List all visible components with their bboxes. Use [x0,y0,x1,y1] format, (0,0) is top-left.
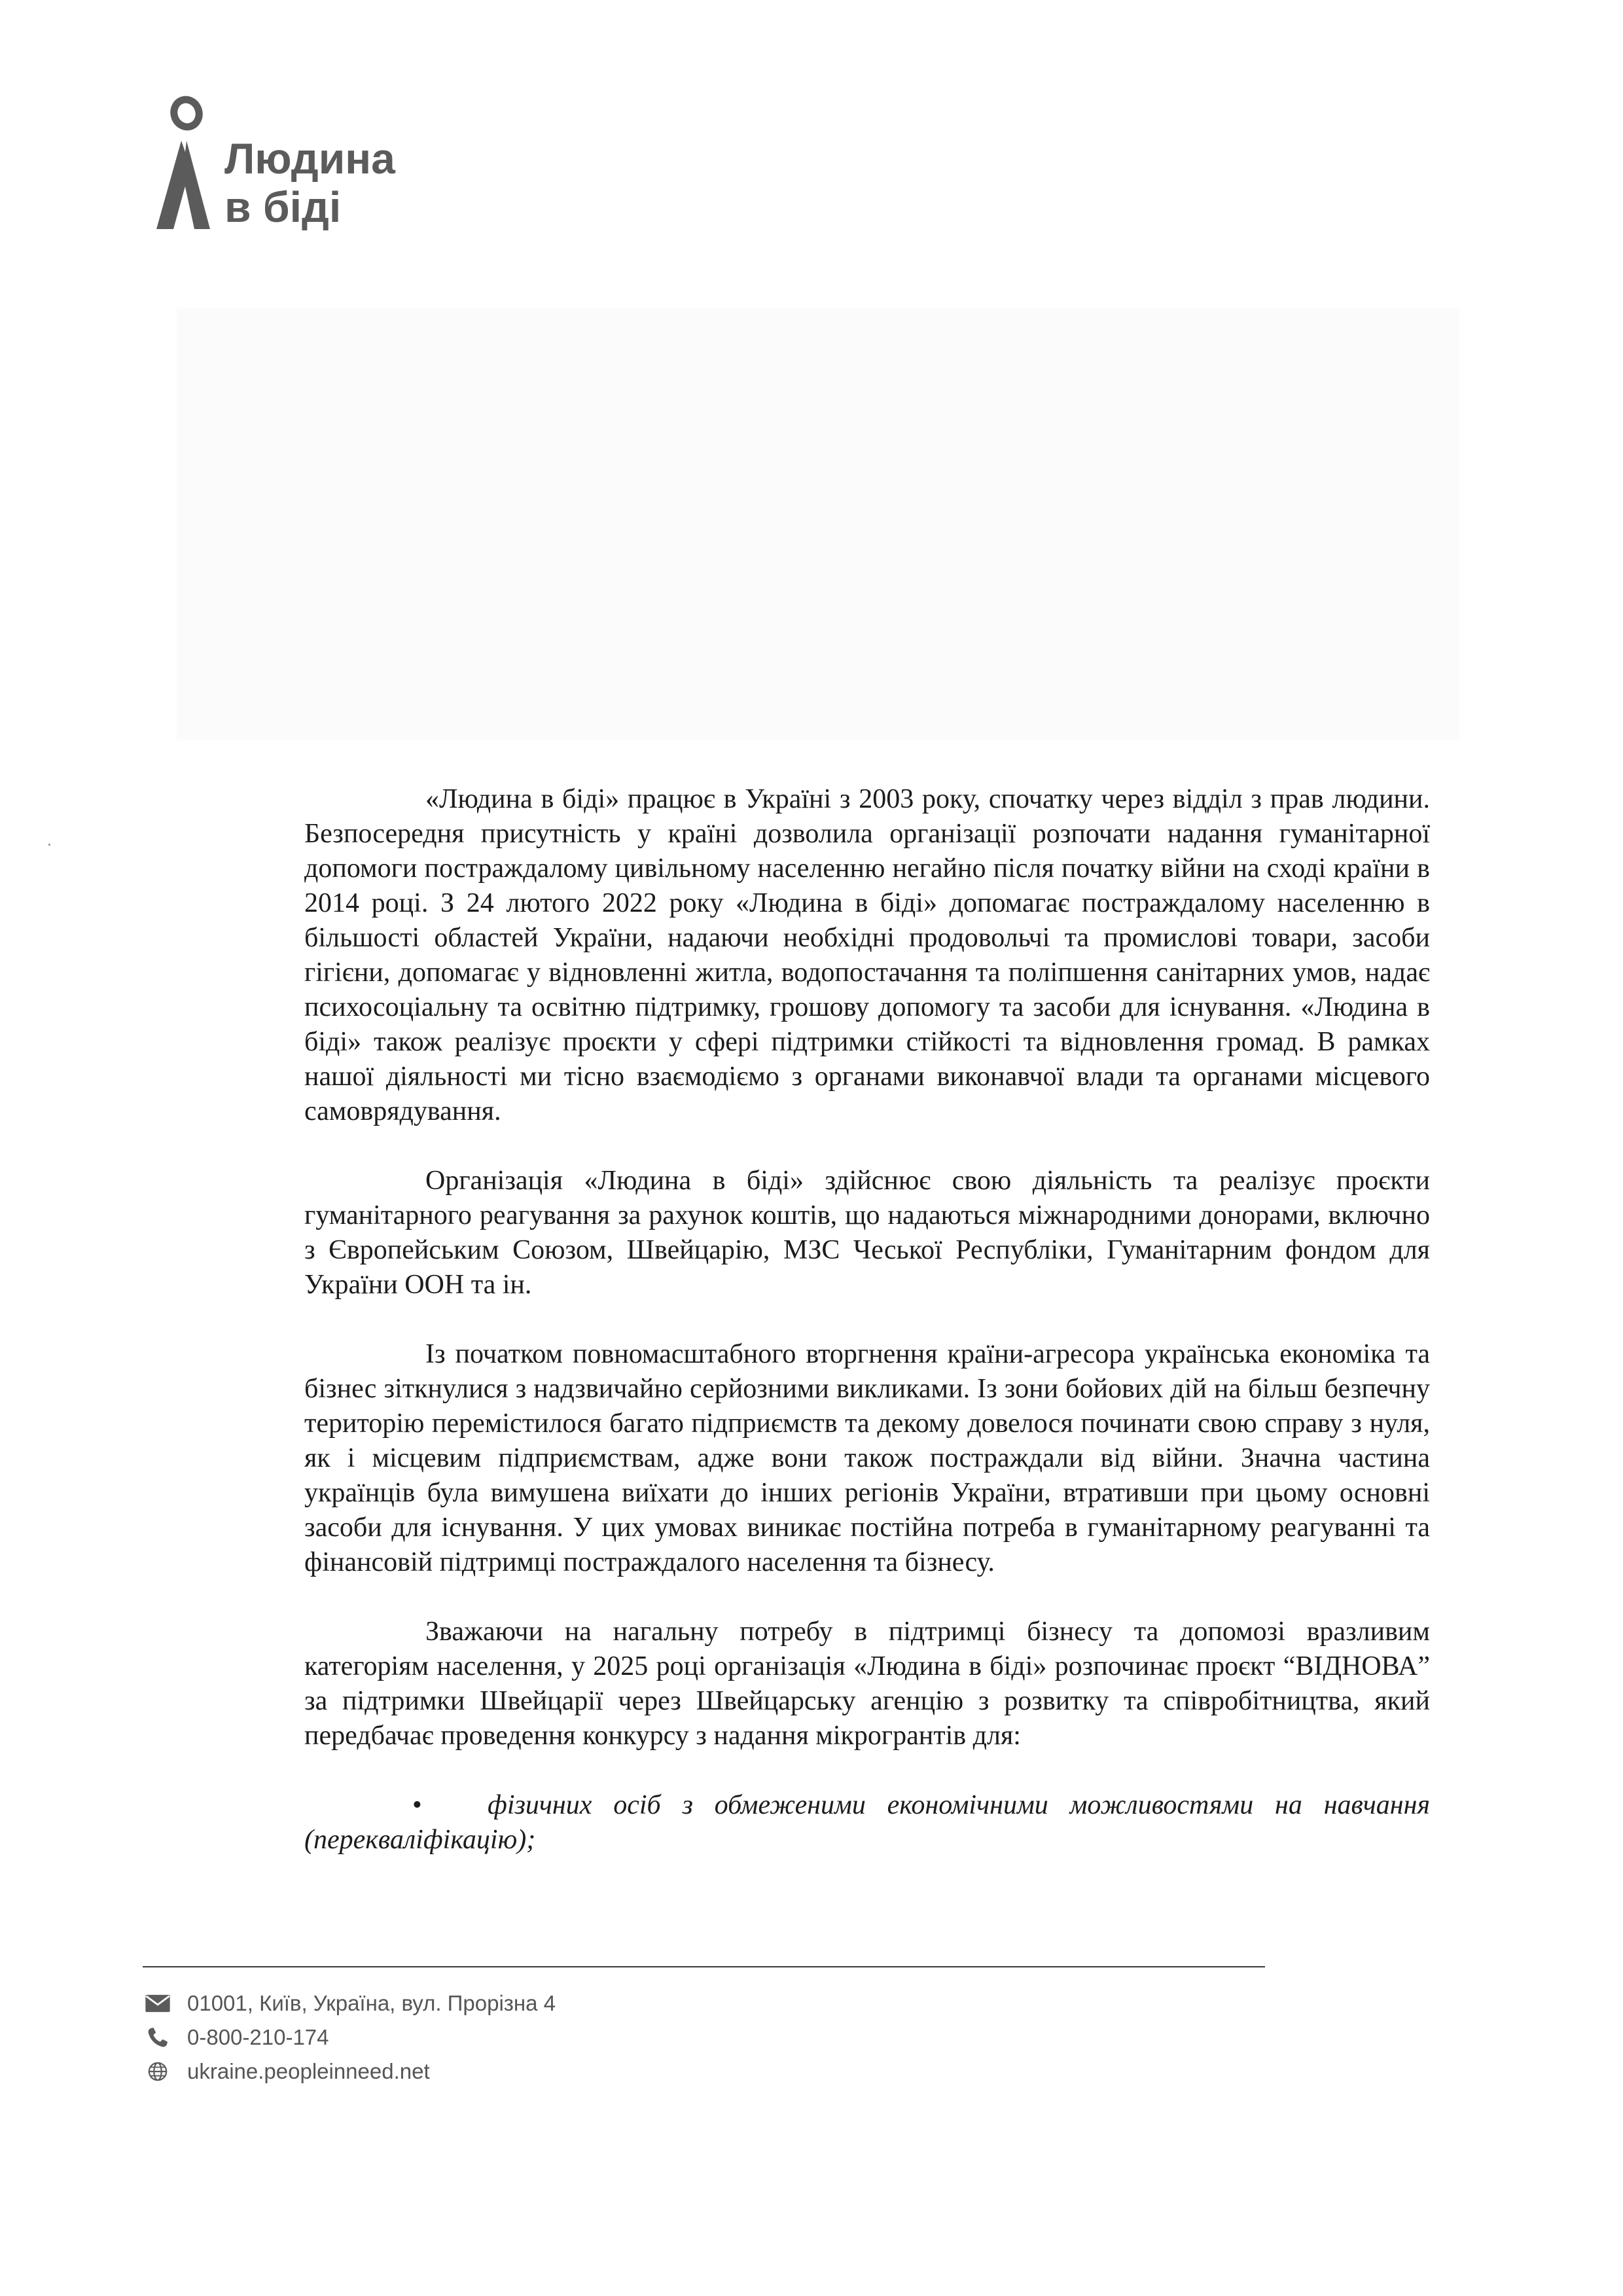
footer-address-row [144,1986,556,2020]
footer-website-row [144,2054,556,2089]
person-in-need-figure-icon [147,95,219,232]
letter-body [304,782,1430,1857]
logo-line-1: Людина [224,134,395,183]
footer-phone: 0-800-210-174 [187,2025,329,2049]
organization-logo [147,95,422,239]
scan-speck [48,844,50,846]
envelope-icon [144,1992,171,2015]
paragraph-project: Зважаючи на нагальну потребу в підтримці бізнесу та допомозі вразливим категоріям населення, у 2025 році організація «Людина в біді» розпочинає проєкт “ВІДНОВА” за підтримки Швейцарії через Швейцарську агенцію з розвитку та співробітництва, який передбачає проведення конкурсу з надання мікрогрантів для: [304,1617,1430,1751]
list-item [304,1788,1430,1857]
footer-website: ukraine.peopleinneed.net [187,2059,430,2083]
phone-icon [144,2026,171,2049]
logo-line-2: в біді [224,183,342,231]
footer-address: 01001, Київ, Україна, вул. Прорізна 4 [187,1991,556,2015]
paragraph-funding: Організація «Людина в біді» здійснює свою діяльність та реалізує проєкти гуманітарного реагування за рахунок коштів, що надаються міжнародними донорами, включно з Європейським Союзом, Швейцарію, МЗС Чеської Республіки, Гуманітарним фондом для України ООН та ін. [304,1166,1430,1300]
footer-contacts [144,1986,556,2089]
paragraph-context: Із початком повномасштабного вторгнення країни-агресора українська економіка та бізнес зіткнулися з надзвичайно серйозними викликами. Із зони бойових дій на більш безпечну територію перемістилося багато підприємств та декому довелося починати свою справу з нуля, як і місцевим підприємствам, адже вони також постраждали від війни. Значна частина українців була вимушена виїхати до інших регіонів України, втративши при цьому основні засоби для існування. У цих умовах виникає постійна потреба в гуманітарному реагуванні та фінансовій підтримці постраждалого населення та бізнесу. [304,1339,1430,1577]
microgrant-target-list [304,1788,1430,1857]
paragraph-intro: «Людина в біді» працює в Україні з 2003 року, спочатку через відділ з прав людини. Безпосередня присутність у країні дозволила організації розпочати надання гуманітарної допомоги постраждалому цивільному населенню негайно після початку війни на сході країни в 2014 році. З 24 лютого 2022 року «Людина в біді» допомагає постраждалому населенню в більшості областей України, надаючи необхідні продовольчі та промислові товари, засоби гігієни, допомагає у відновленні житла, водопостачання та поліпшення санітарних умов, надає психосоціальну та освітню підтримку, грошову допомогу та засоби для існування. «Людина в біді» також реалізує проєкти у сфері підтримки стійкості та відновлення громад. В рамках нашої діяльності ми тісно взаємодіємо з органами виконавчої влади та органами місцевого самоврядування. [304,784,1430,1126]
footer-divider [143,1966,1265,1967]
scan-background-band [177,308,1459,740]
globe-icon [144,2060,171,2083]
logo-wordmark [224,134,395,231]
footer-phone-row [144,2020,556,2054]
list-item-text: фізичних осіб з обмеженими економічними можливостями на навчання (перекваліфікацію); [304,1790,1430,1855]
bullet-icon: • [412,1790,422,1820]
